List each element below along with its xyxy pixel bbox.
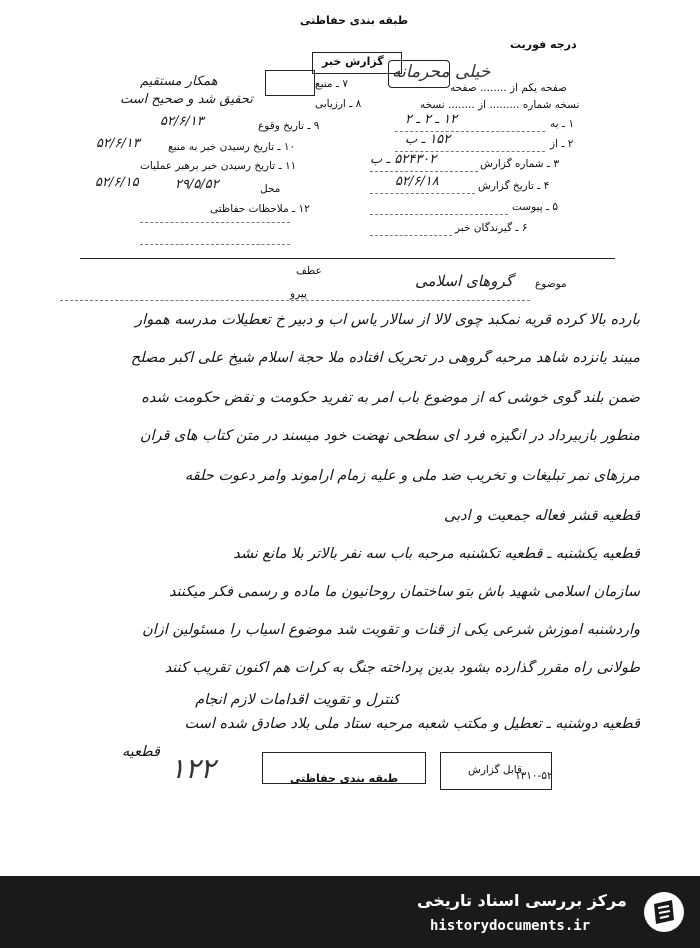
subject-value: گروهای اسلامی — [415, 272, 513, 290]
body-line: طولانی راه مقرر گذارده بشود بدین پرداخته جنگ به کرات هم اکنون تقریب کنند — [164, 660, 640, 676]
field-from-value: ۱۵۲ ـ ب — [405, 132, 451, 147]
field-attachment-label: ۵ ـ پیوست — [512, 201, 559, 213]
body-line: قطعیه یکشنبه ـ قطعیه تکشنبه مرحبه باب سه نفر بالاتر بلا مانع نشد — [233, 546, 640, 562]
header-separator — [80, 258, 615, 259]
body-line: میبند یانزده شاهد مرحبه گروهی در تحریک افتاده ملا حجة اسلام شیخ علی اکبر مصلح — [130, 350, 640, 366]
field-eval-label: ۸ ـ ارزیابی — [315, 98, 362, 110]
field-source-label: ۷ ـ منبع — [315, 78, 348, 90]
subject-line — [60, 300, 530, 301]
field-receive-source-label: ۱۰ ـ تاریخ رسیدن خبر به منبع — [168, 141, 296, 153]
body-line: مرزهای نمر تبلیغات و تخریب ضد ملی و علیه زمام آراموند وامر دعوت حلقه — [184, 468, 640, 484]
field-occur-date-value: ۵۲/۶/۱۳ — [160, 114, 204, 129]
field-receive-ops-label: ۱۱ ـ تاریخ رسیدن خبر برهبر عملیات — [140, 160, 297, 172]
field-to-value: ۱۲ ـ ۲ ـ ۲ — [405, 112, 458, 127]
classification-bottom: طبقه بندی حفاظتی — [290, 772, 399, 785]
stamp-top: خیلی محرمانه — [392, 62, 491, 82]
body-line: بارده بالا کرده قریه نمکبد چوی لالا از سالار یاس اب و دبیر خ تعطیلات مدرسه هموار — [135, 312, 640, 328]
classification-top: طبقه بندی حفاظتی — [300, 14, 409, 27]
report-title: گزارش خبر — [322, 55, 384, 68]
note-fragment: ۱۳۱۰-۵۲ — [515, 770, 553, 782]
body-line: ضمن بلند گوی خوشی که از موضوع باب امر به تفرید حکومت و نقض حکومت شده — [141, 390, 640, 406]
body-line: قطعیه — [122, 744, 160, 760]
field-place-label: محل — [260, 183, 281, 195]
field-page: صفحه یکم از ........ صفحه — [450, 82, 568, 94]
body-line: واردشنبه آموزش شرعی یکی از قنات و تقویت شد موضوع آسیاب را مسئولین ازان — [142, 622, 640, 638]
field-eval-value: تحقیق شد و صحیح است — [120, 92, 253, 107]
watermark-url: historydocuments.ir — [430, 918, 591, 934]
archive-label: قابل گزارش — [468, 764, 523, 776]
notes-line-1 — [140, 222, 290, 223]
field-report-no-line — [370, 171, 478, 172]
field-recipients-label: ۶ ـ گیرندگان خبر — [455, 222, 528, 234]
field-report-date-label: ۴ ـ تاریخ گزارش — [478, 180, 550, 192]
body-line: قطعیه قشر فعاله جمعیت و ادبی — [444, 508, 640, 524]
urgency-label: درجه فوریت — [510, 38, 577, 51]
field-report-date-value: ۵۲/۶/۱۸ — [395, 174, 439, 189]
archive-logo-icon — [642, 890, 686, 934]
field-receive-source-value: ۵۲/۶/۱۳ — [96, 136, 140, 151]
body-line: سازمان اسلامی شهید باش بتو ساختمان روحانیون ما ماده و رسمی فکر میکنند — [168, 584, 640, 600]
field-source-value: همکار مستقیم — [140, 74, 218, 89]
field-report-no-value: ۵۲۴۳۰۲ ـ ب — [370, 152, 437, 167]
follow-label: پیرو — [290, 288, 307, 300]
body-line: کنترل و تقویت اقدامات لازم انجام — [195, 692, 400, 708]
field-report-no-label: ۳ ـ شماره گزارش — [480, 158, 559, 170]
watermark-bar — [0, 876, 700, 948]
watermark-title: مرکز بررسی اسناد تاریخی — [417, 891, 627, 910]
ref-label: عطف — [296, 265, 322, 277]
field-copy: نسخه شماره ......... از ........ نسخه — [420, 99, 580, 111]
body-line: قطعیه دوشنبه ـ تعطیل و مکتب شعبه مرحبه ستاد ملی بلاد صادق شده است — [184, 716, 640, 732]
field-from-label: ۲ ـ از — [550, 138, 574, 150]
field-report-date-line — [370, 193, 475, 194]
body-line: منطور بازبیرداد در انگیزه فرد ای سطحی نهضت خود میسند در متن کتاب های قرآن — [139, 428, 640, 444]
field-attachment-line — [370, 214, 508, 215]
field-security-notes-label: ۱۲ ـ ملاحظات حفاظتی — [210, 203, 310, 215]
field-place-value: ۲۹/۵/۵۲ — [175, 177, 219, 192]
field-receive-ops-value: ۵۲/۶/۱۵ — [95, 175, 139, 190]
subject-label: موضوع — [535, 278, 567, 290]
source-box — [265, 70, 315, 96]
field-occur-date-label: ۹ ـ تاریخ وقوع — [258, 120, 320, 132]
field-to-label: ۱ ـ به — [550, 118, 574, 130]
field-recipients-line — [370, 235, 452, 236]
handwritten-number: ۱۲۲ — [170, 752, 216, 785]
notes-line-2 — [140, 244, 290, 245]
